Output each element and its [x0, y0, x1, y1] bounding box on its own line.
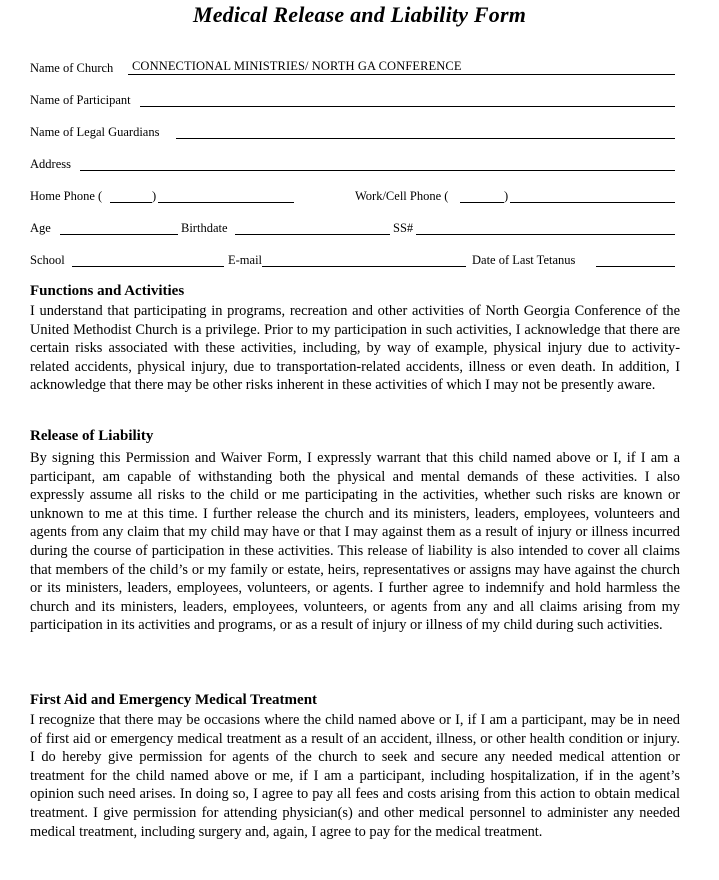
home-phone-label: Home Phone (: [30, 189, 103, 203]
home-phone-area-code-field[interactable]: [110, 202, 152, 203]
email-field[interactable]: [262, 266, 466, 267]
work-phone-label: Work/Cell Phone (: [355, 189, 449, 203]
section-body-release: By signing this Permission and Waiver Form, I expressly warrant that this child named above or I, if I am a participant, am capable of withstanding both the physical and mental demands of these activities. I also expressly assume all risks to the child or me participating in the activities, whether such risks are known or unknown to me at this time. I further release the church and its ministers, leaders, employees, volunteers and agents from any claim that my child may have or that I may against them as a result of injury or illness incurred during the course of participation in these activities. This release of liability is also intended to cover all claims that members of the child’s or my family or estate, heirs, representatives or assigns may have against the church or its ministers, leaders, employees, volunteers, or agents. I further agree to indemnify and hold harmless the church and its ministers, leaders, employees, volunteers, or agents from any and all claims arising from my participation in its activities and programs, or as a result of injury or illness of my child during such activities.: [30, 450, 680, 634]
work-phone-field[interactable]: [510, 202, 675, 203]
section-title-release: Release of Liability: [30, 428, 154, 444]
tetanus-label: Date of Last Tetanus: [472, 253, 576, 267]
church-value: CONNECTIONAL MINISTRIES/ NORTH GA CONFERENCE: [132, 59, 462, 73]
address-row: [30, 154, 675, 174]
age-label: Age: [30, 221, 51, 235]
participant-label: Name of Participant: [30, 93, 131, 107]
home-phone-close-paren: ): [152, 189, 157, 203]
church-label: Name of Church: [30, 61, 114, 75]
email-label: E-mail: [228, 253, 263, 267]
school-label: School: [30, 253, 65, 267]
participant-field[interactable]: [140, 106, 675, 107]
work-phone-close-paren: ): [504, 189, 509, 203]
ssn-label: SS#: [393, 221, 414, 235]
section-body-first-aid: I recognize that there may be occasions where the child named above or I, if I am a participant, may be in need of first aid or emergency medical treatment as a result of an accident, illness, or other health condition or injury. I do hereby give permission for agents of the church to seek and secure any needed medical attention or treatment for the child named above or me, if I am a participant, including hospitalization, if in the agent’s opinion such need arises. In doing so, I agree to pay all fees and costs arising from this action to obtain medical treatment. I give permission for attending physician(s) and other medical personnel to administer any needed medical treatment, including surgery and, again, I agree to pay for the medical treatment.: [30, 712, 680, 840]
age-row: [30, 218, 675, 238]
work-phone-area-code-field[interactable]: [460, 202, 504, 203]
section-body-functions: I understand that participating in programs, recreation and other activities of North Georgia Conference of the United Methodist Church is a privilege. Prior to my participation in such activities, I acknowledge that there are certain risks associated with these activities, including, by way of example, physical injury due to activity-related accidents, physical injury, due to transportation-related accidents, illness or even death. In addition, I acknowledge that there may be other risks inherent in these activities of which I may not be presently aware.: [30, 303, 680, 394]
address-field[interactable]: [80, 170, 675, 171]
section-title-functions: Functions and Activities: [30, 283, 185, 299]
birthdate-label: Birthdate: [181, 221, 228, 235]
home-phone-field[interactable]: [158, 202, 294, 203]
address-label: Address: [30, 157, 71, 171]
guardians-label: Name of Legal Guardians: [30, 125, 160, 139]
school-row: [30, 250, 675, 270]
birthdate-field[interactable]: [235, 234, 390, 235]
guardians-field[interactable]: [176, 138, 675, 139]
section-title-first-aid: First Aid and Emergency Medical Treatment: [30, 692, 318, 708]
participant-row: [30, 90, 675, 110]
school-field[interactable]: [72, 266, 224, 267]
age-field[interactable]: [60, 234, 178, 235]
form-title: Medical Release and Liability Form: [192, 2, 527, 27]
church-field[interactable]: [128, 74, 675, 75]
phone-row: [30, 186, 675, 206]
ssn-field[interactable]: [416, 234, 675, 235]
guardians-row: [30, 122, 675, 142]
tetanus-date-field[interactable]: [596, 266, 675, 267]
church-row: [30, 58, 675, 78]
